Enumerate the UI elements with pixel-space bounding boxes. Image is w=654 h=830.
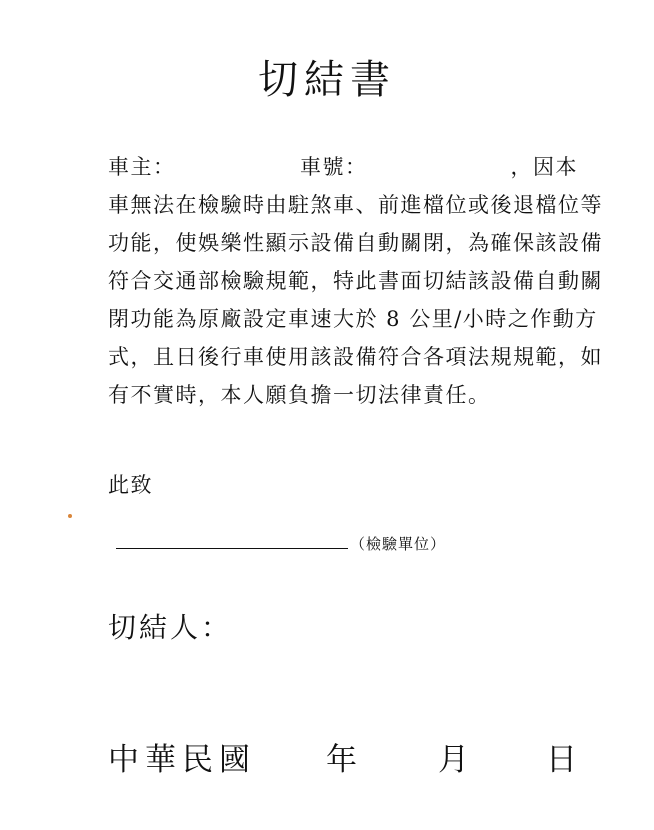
recipient-label: （檢驗單位） (350, 535, 447, 553)
signer-label: 切結人： (108, 611, 233, 644)
date-era: 中華民國 (108, 742, 256, 778)
date-day-label: 日 (546, 742, 577, 778)
recipient-blank-line (116, 548, 348, 549)
document-title: 切結書 (258, 57, 396, 103)
body-line-3: 符合交通部檢驗規範，特此書面切結該設備自動關 (108, 269, 603, 293)
plate-number-label: 車號： (300, 155, 368, 179)
header-continuation-text: ，因本 (510, 155, 578, 179)
body-line-2: 功能，使娛樂性顯示設備自動關閉，為確保該設備 (108, 231, 603, 255)
date-month-label: 月 (438, 742, 469, 778)
body-line-5: 式，且日後行車使用該設備符合各項法規規範，如 (108, 345, 603, 369)
salutation: 此致 (108, 473, 153, 497)
owner-label: 車主： (108, 155, 176, 179)
body-line-6: 有不實時，本人願負擔一切法律責任。 (108, 383, 491, 407)
body-line-1: 車無法在檢驗時由駐煞車、前進檔位或後退檔位等 (108, 193, 603, 217)
date-year-label: 年 (326, 742, 357, 778)
body-line-4: 閉功能為原廠設定車速大於 8 公里/小時之作動方 (108, 307, 598, 331)
date-row (108, 738, 578, 782)
paper-speck (68, 514, 72, 518)
